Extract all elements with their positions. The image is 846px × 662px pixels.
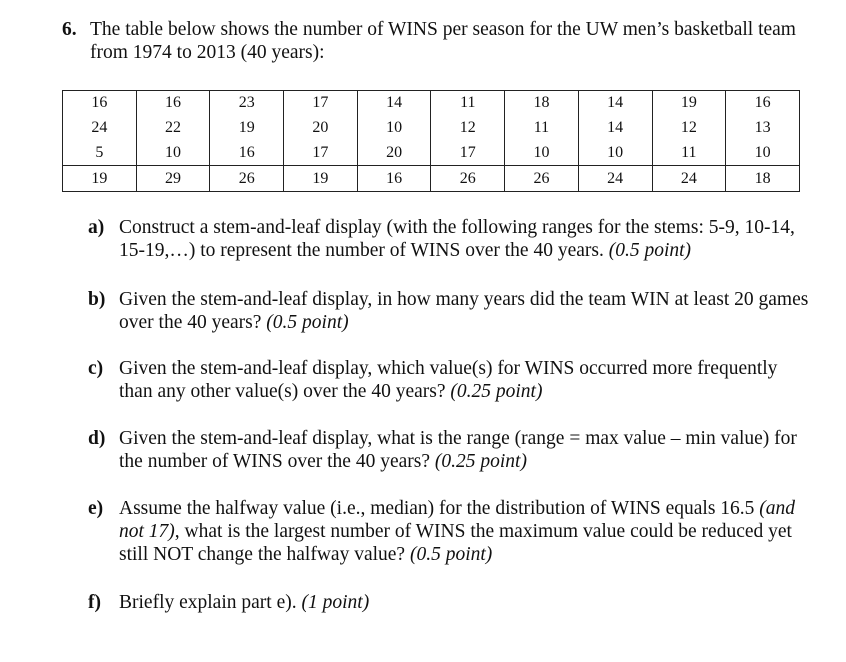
question-text: The table below shows the number of WINS per season for the UW men’s basketball team from 1974 to 2013 (40 years): [90, 19, 796, 63]
table-cell: 11 [505, 116, 579, 141]
part-label: d) [88, 428, 106, 449]
part-label: c) [88, 358, 104, 379]
table-cell: 17 [284, 141, 358, 166]
table-cell: 26 [431, 166, 505, 192]
table-cell: 19 [284, 166, 358, 192]
table-cell: 17 [431, 141, 505, 166]
table-cell: 18 [726, 166, 800, 192]
table-cell: 10 [578, 141, 652, 166]
part-text: Given the stem-and-leaf display, in how many years did the team WIN at least 20 games over the 40 years? (0.5 point) [119, 289, 809, 333]
table-cell: 19 [210, 116, 284, 141]
part-label: f) [88, 592, 101, 613]
table-row [63, 166, 800, 192]
table-cell: 16 [136, 91, 210, 116]
table-cell: 20 [284, 116, 358, 141]
table-cell: 24 [63, 116, 137, 141]
table-cell: 16 [63, 91, 137, 116]
table-cell: 10 [357, 116, 431, 141]
table-cell: 26 [505, 166, 579, 192]
points: (0.25 point) [450, 381, 543, 402]
table-cell: 12 [652, 116, 726, 141]
table-cell: 16 [210, 141, 284, 166]
part-label: a) [88, 217, 105, 238]
part-label: b) [88, 289, 106, 310]
points: (1 point) [301, 592, 370, 613]
question-number: 6. [62, 19, 77, 40]
table-cell: 17 [284, 91, 358, 116]
table-cell: 16 [357, 166, 431, 192]
table-cell: 20 [357, 141, 431, 166]
points: (0.5 point) [608, 240, 692, 261]
table-cell: 19 [63, 166, 137, 192]
table-cell: 10 [505, 141, 579, 166]
points: (0.5 point) [409, 544, 493, 565]
part-label: e) [88, 498, 104, 519]
part-text: Given the stem-and-leaf display, which value(s) for WINS occurred more frequently than any other value(s) over the 40 years? (0.25 point) [119, 358, 778, 402]
table-cell: 13 [726, 116, 800, 141]
table-cell: 11 [431, 91, 505, 116]
table-cell: 29 [136, 166, 210, 192]
table-cell: 18 [505, 91, 579, 116]
table-cell: 24 [578, 166, 652, 192]
part-text: Given the stem-and-leaf display, what is the range (range = max value – min value) for the number of WINS over the 40 years? (0.25 point) [119, 428, 797, 472]
points: (0.25 point) [434, 451, 527, 472]
part-text: Assume the halfway value (i.e., median) for the distribution of WINS equals 16.5 (and not 17), what is the largest number of WINS the maximum value could be reduced yet still NOT change the halfway value? (0.5 point) [119, 498, 796, 565]
table-cell: 16 [726, 91, 800, 116]
table-cell: 24 [652, 166, 726, 192]
table-cell: 26 [210, 166, 284, 192]
table-cell: 11 [652, 141, 726, 166]
table-row [63, 116, 800, 141]
wins-table [62, 90, 800, 192]
table-cell: 23 [210, 91, 284, 116]
note: (and not 17) [119, 498, 796, 542]
table-cell: 14 [578, 91, 652, 116]
table-cell: 22 [136, 116, 210, 141]
table-cell: 5 [63, 141, 137, 166]
table-cell: 10 [726, 141, 800, 166]
part-text: Construct a stem-and-leaf display (with the following ranges for the stems: 5-9, 10-14, 15-19,…) to represent the number of WINS over the 40 years. (0.5 point) [119, 217, 795, 261]
table-cell: 19 [652, 91, 726, 116]
table-row [63, 141, 800, 166]
table-row [63, 91, 800, 116]
part-text: Briefly explain part e). (1 point) [119, 592, 370, 613]
table-cell: 14 [357, 91, 431, 116]
table-cell: 14 [578, 116, 652, 141]
points: (0.5 point) [266, 312, 349, 333]
table-cell: 10 [136, 141, 210, 166]
table-cell: 12 [431, 116, 505, 141]
